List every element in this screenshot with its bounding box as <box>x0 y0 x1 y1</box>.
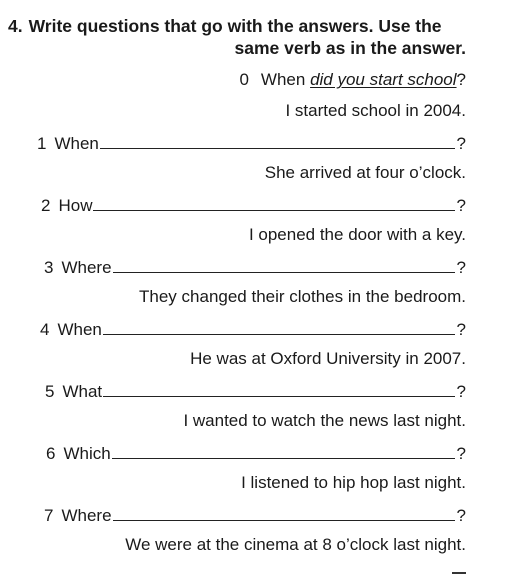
example-number: 0 <box>239 70 249 89</box>
page-edge-mark <box>452 572 466 578</box>
exercise-title-line2: same verb as in the answer. <box>234 38 466 58</box>
given-answer: They changed their clothes in the bedroom. <box>139 287 466 306</box>
question-number: 4 <box>40 320 50 339</box>
question-number: 5 <box>45 382 55 401</box>
example-answer: I started school in 2004. <box>285 101 466 120</box>
question-word: How <box>58 196 93 215</box>
question-number: 7 <box>44 506 54 525</box>
question-word: When <box>57 320 102 339</box>
question-number: 2 <box>41 196 51 215</box>
example-question-word: When <box>260 70 306 89</box>
question-mark: ? <box>456 196 466 215</box>
exercise-title-line1: Write questions that go with the answers. Use the <box>28 16 442 36</box>
question-row <box>46 442 466 464</box>
question-row <box>45 380 466 402</box>
question-word: What <box>62 382 103 401</box>
example-filled-answer: did you start school <box>310 70 457 89</box>
question-mark: ? <box>456 258 466 277</box>
answer-blank-line[interactable] <box>113 256 455 273</box>
exercise-heading <box>8 15 466 59</box>
answer-blank-line[interactable] <box>113 504 455 521</box>
answer-blank-line[interactable] <box>93 194 454 211</box>
example-question <box>0 70 466 90</box>
question-row <box>37 132 466 154</box>
given-answer: I opened the door with a key. <box>248 225 466 244</box>
given-answer: He was at Oxford University in 2007. <box>190 349 466 368</box>
question-number: 6 <box>46 444 56 463</box>
question-row <box>40 318 466 340</box>
question-row <box>41 194 466 216</box>
question-mark: ? <box>456 506 466 525</box>
given-answer: I wanted to watch the news last night. <box>183 411 466 430</box>
question-word: Where <box>61 506 112 525</box>
question-word: When <box>54 134 99 153</box>
answer-blank-line[interactable] <box>112 442 455 459</box>
question-word: Where <box>61 258 112 277</box>
example-question-mark: ? <box>456 70 466 89</box>
answer-blank-line[interactable] <box>103 380 454 397</box>
question-row <box>44 504 466 526</box>
question-mark: ? <box>456 320 466 339</box>
given-answer: We were at the cinema at 8 o’clock last night. <box>125 535 466 554</box>
question-word: Which <box>63 444 111 463</box>
question-row <box>44 256 466 278</box>
answer-blank-line[interactable] <box>100 132 455 149</box>
given-answer: I listened to hip hop last night. <box>241 473 466 492</box>
question-mark: ? <box>456 134 466 153</box>
answer-blank-line[interactable] <box>103 318 455 335</box>
question-mark: ? <box>456 444 466 463</box>
question-number: 1 <box>37 134 47 153</box>
given-answer: She arrived at four o’clock. <box>264 163 466 182</box>
question-mark: ? <box>456 382 466 401</box>
question-number: 3 <box>44 258 54 277</box>
exercise-number: 4. <box>8 16 23 36</box>
